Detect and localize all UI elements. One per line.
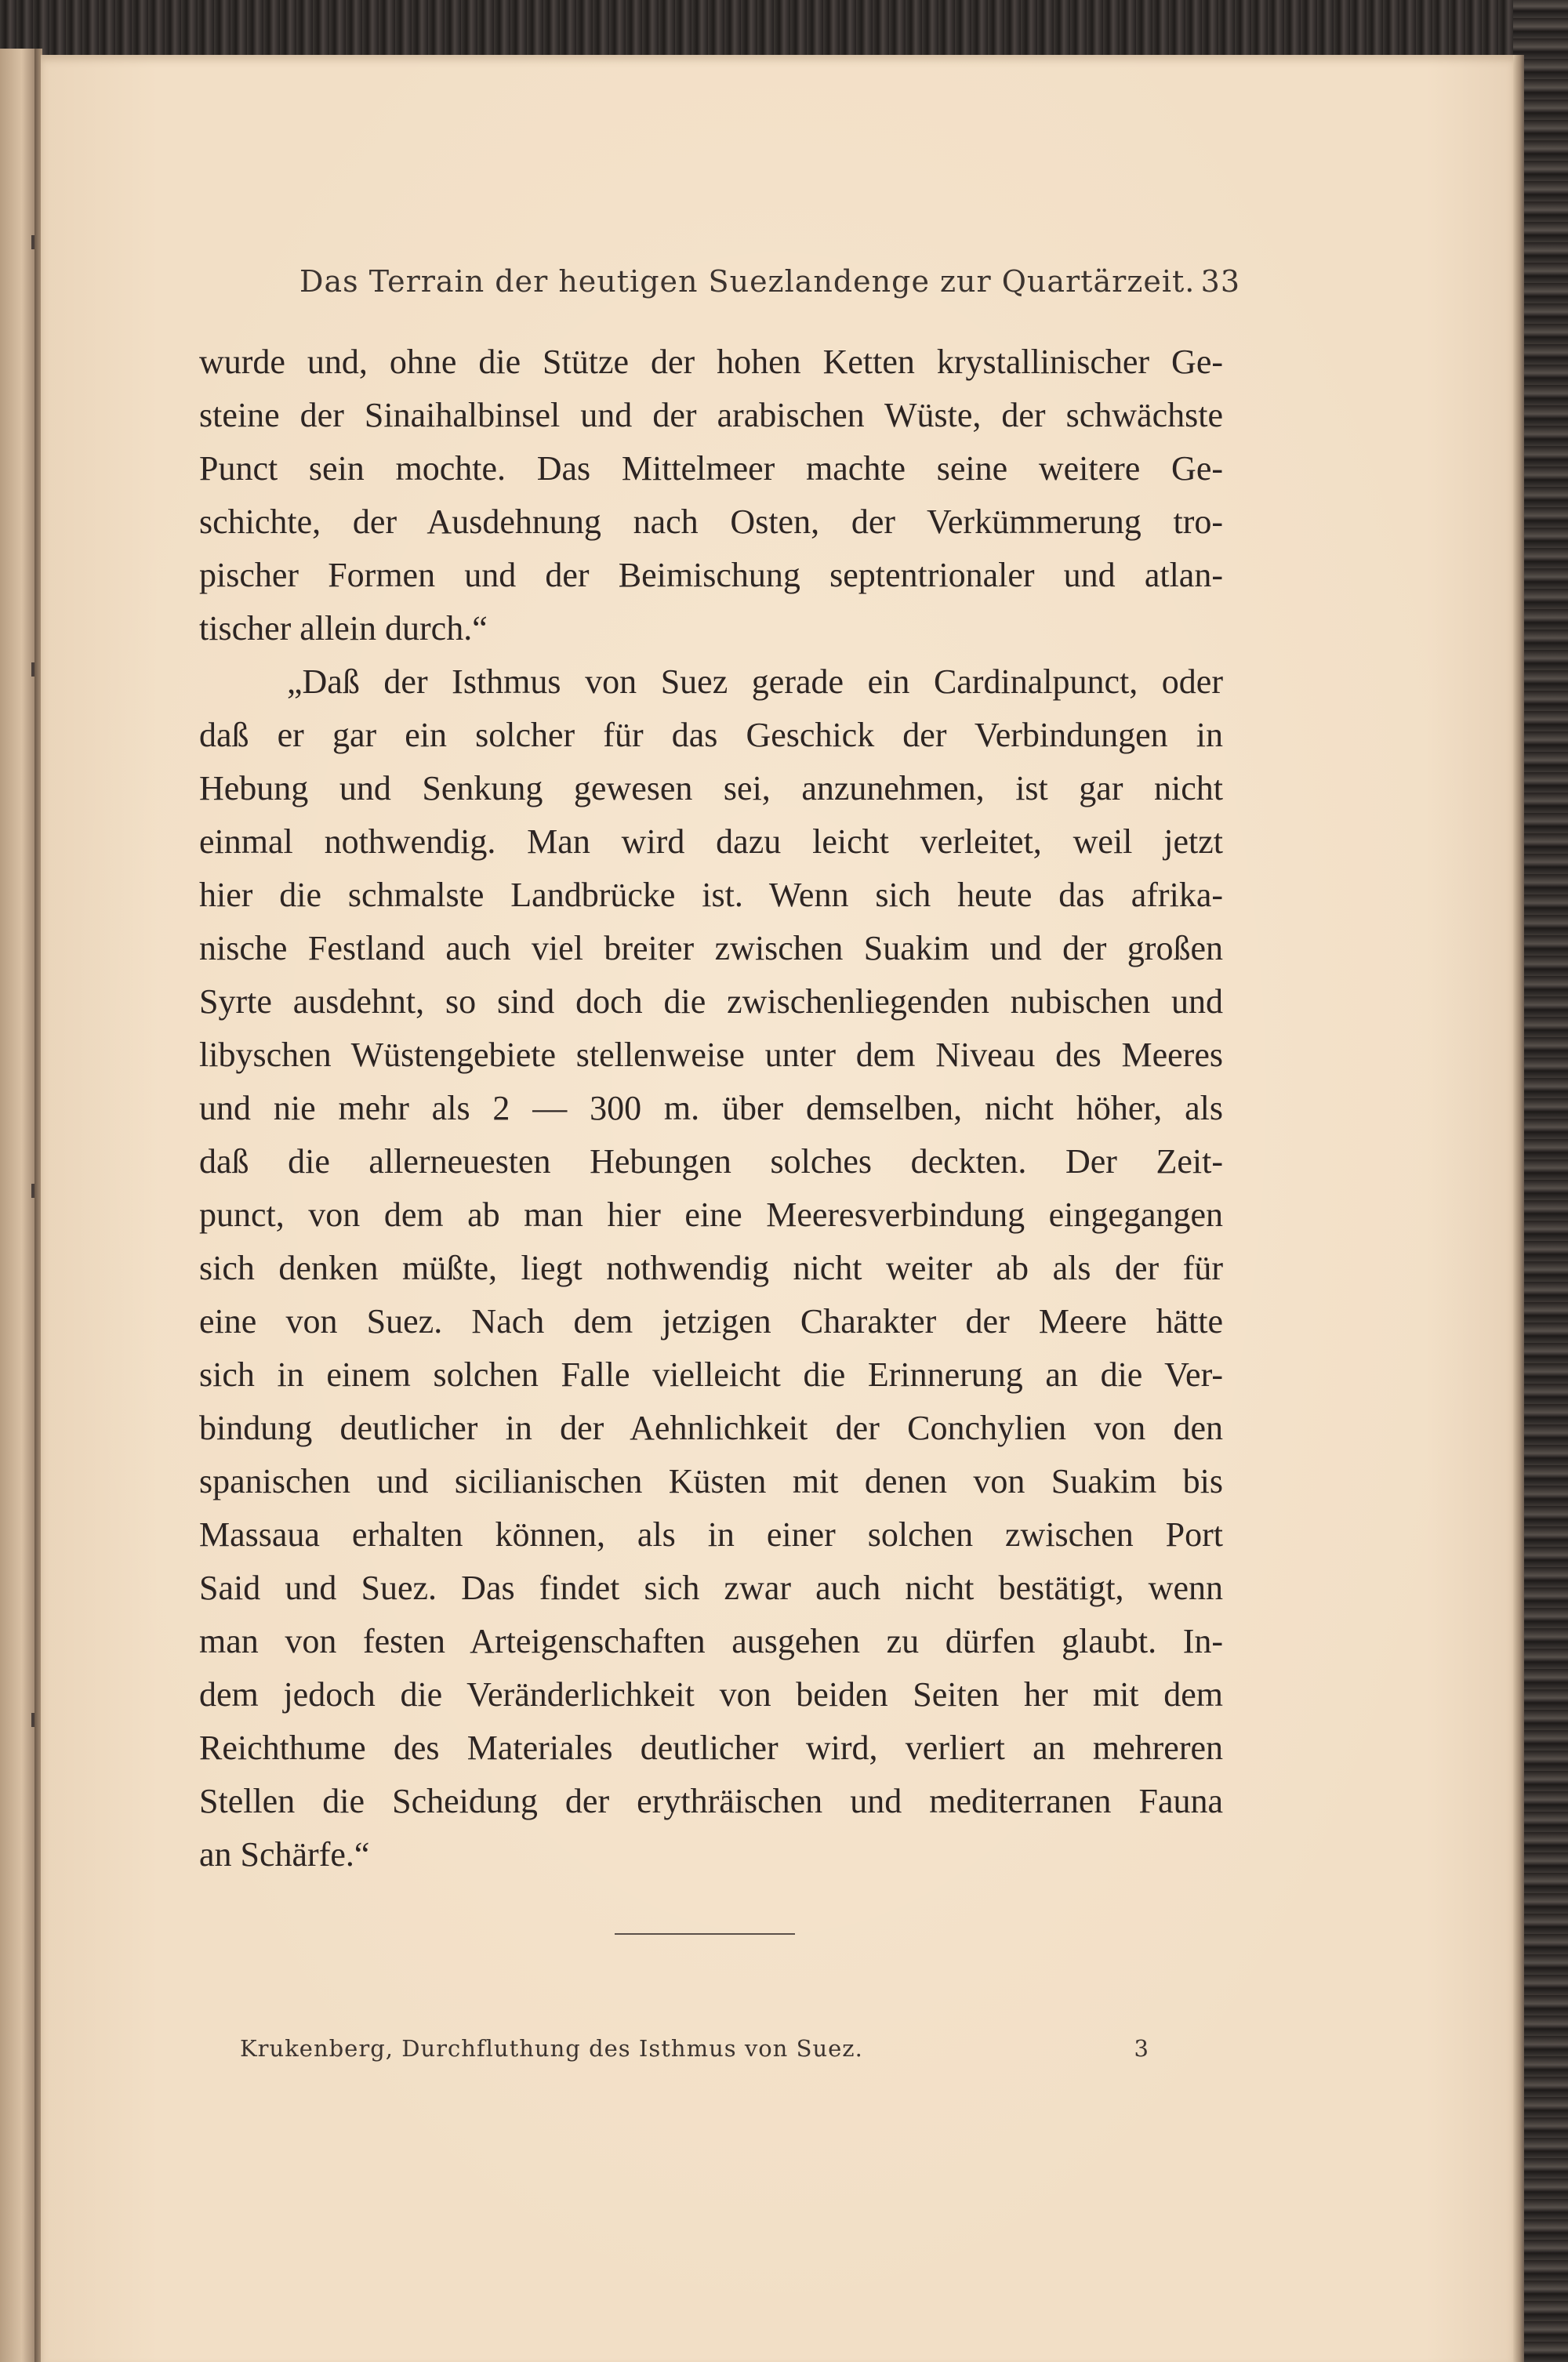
signature-line [240,2035,1149,2070]
text-line: Stellen die Scheidung der erythräischen und mediterranen Fauna [199,1782,1223,1820]
text-line: an Schärfe.“ [199,1835,370,1874]
paragraph [199,336,1223,655]
text-line: tischer allein durch.“ [199,609,488,648]
running-header [299,264,1240,305]
text-line: dem jedoch die Veränderlichkeit von beiden Seiten her mit dem [199,1675,1223,1714]
text-line: steine der Sinaihalbinsel und der arabischen Wüste, der schwächste [199,396,1223,434]
footnote-rule [615,1933,795,1935]
binding-mark [31,1713,34,1727]
text-line: „Daß der Isthmus von Suez gerade ein Cardinalpunct, oder [287,662,1223,701]
text-line: Said und Suez. Das findet sich zwar auch nicht bestätigt, wenn [199,1569,1223,1607]
text-line: einmal nothwendig. Man wird dazu leicht verleitet, weil jetzt [199,822,1223,861]
signature-author: Krukenberg, Durchfluthung des Isthmus von Suez. [240,2035,863,2062]
text-line: schichte, der Ausdehnung nach Osten, der Verkümmerung tro- [199,503,1223,541]
text-line: Massaua erhalten können, als in einer solchen zwischen Port [199,1515,1223,1554]
signature-number: 3 [1134,2035,1149,2062]
text-line: hier die schmalste Landbrücke ist. Wenn sich heute das afrika- [199,876,1223,914]
text-line: daß er gar ein solcher für das Geschick der Verbindungen in [199,716,1223,754]
binding-mark [31,662,34,677]
text-line: Reichthume des Materiales deutlicher wird, verliert an mehreren [199,1729,1223,1767]
text-line: punct, von dem ab man hier eine Meeresverbindung eingegangen [199,1196,1223,1234]
text-line: daß die allerneuesten Hebungen solches deckten. Der Zeit- [199,1142,1223,1181]
text-line: bindung deutlicher in der Aehnlichkeit der Conchylien von den [199,1409,1223,1447]
text-line: sich in einem solchen Falle vielleicht die Erinnerung an die Ver- [199,1355,1223,1394]
text-line: eine von Suez. Nach dem jetzigen Charakter der Meere hätte [199,1302,1223,1341]
text-line: und nie mehr als 2 — 300 m. über demselben, nicht höher, als [199,1089,1223,1127]
page-edge [1513,55,1524,2362]
binding-mark [31,235,34,249]
text-line: Hebung und Senkung gewesen sei, anzunehmen, ist gar nicht [199,769,1223,807]
text-line: libyschen Wüstengebiete stellenweise unter dem Niveau des Meeres [199,1036,1223,1074]
binding-mark [31,1184,34,1198]
text-line: Punct sein mochte. Das Mittelmeer machte seine weitere Ge- [199,449,1223,488]
text-line: pischer Formen und der Beimischung septentrionaler und atlan- [199,556,1223,594]
paragraph [199,655,1223,1881]
body-text [199,336,1223,1881]
binding-board-top [0,0,1568,63]
previous-leaf-edge [0,49,36,2362]
text-line: sich denken müßte, liegt nothwendig nicht weiter ab als der für [199,1249,1223,1287]
text-line: spanischen und sicilianischen Küsten mit denen von Suakim bis [199,1462,1223,1500]
running-title: Das Terrain der heutigen Suezlandenge zur Quartärzeit. [299,264,1196,299]
page-number: 33 [1200,264,1240,299]
text-line: Syrte ausdehnt, so sind doch die zwischenliegenden nubischen und [199,982,1223,1021]
text-line: wurde und, ohne die Stütze der hohen Ketten krystallinischer Ge- [199,343,1223,381]
text-line: nische Festland auch viel breiter zwischen Suakim und der großen [199,929,1223,967]
text-line: man von festen Arteigenschaften ausgehen zu dürfen glaubt. In- [199,1622,1223,1660]
